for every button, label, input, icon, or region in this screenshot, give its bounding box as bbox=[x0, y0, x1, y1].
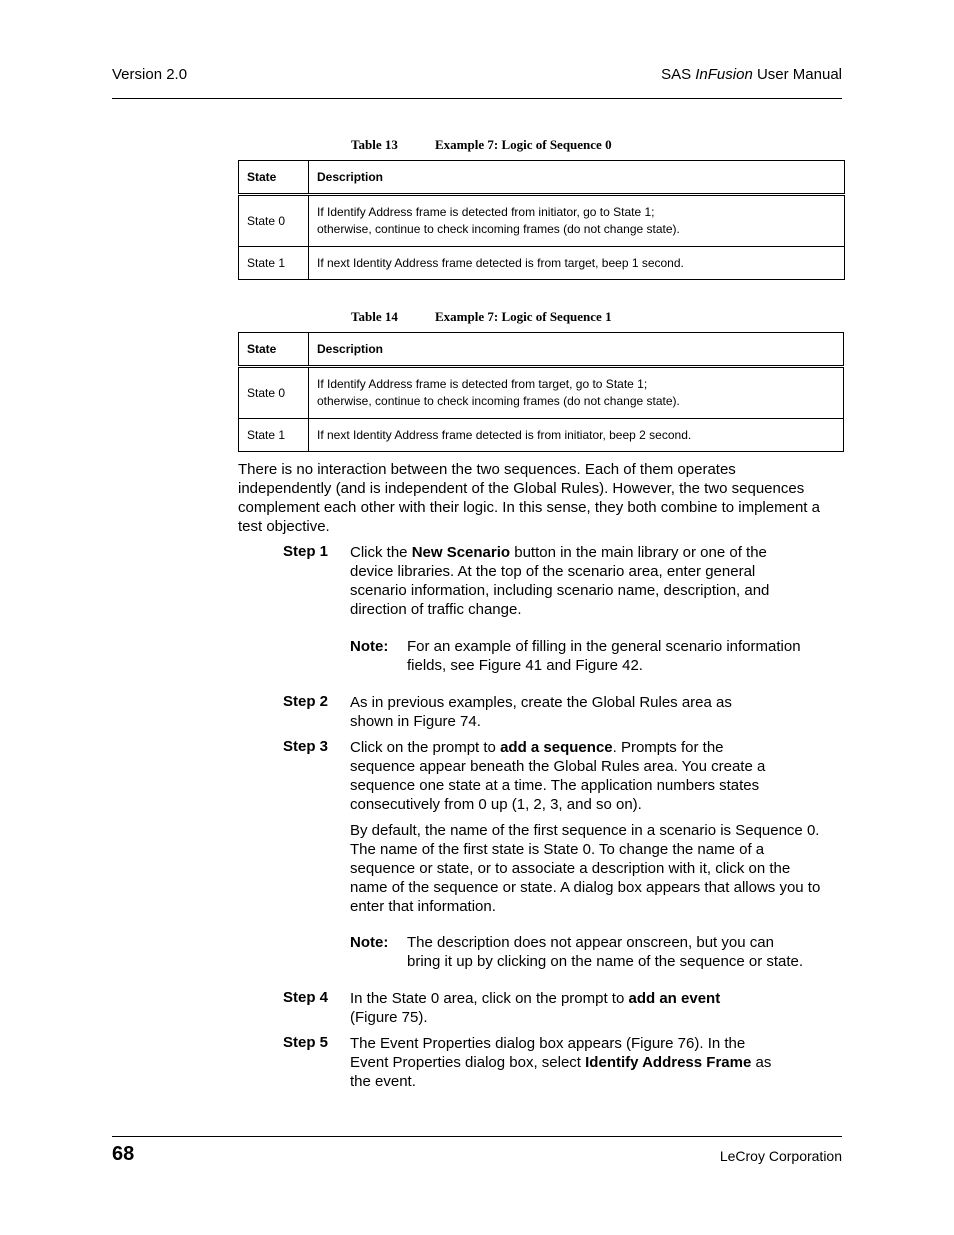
step1-note-label: Note: bbox=[350, 638, 389, 655]
table14-row1-desc: If next Identity Address frame detected is from initiator, beep 2 second. bbox=[309, 419, 844, 452]
step3-note-label: Note: bbox=[350, 934, 389, 951]
step4-bold: add an event bbox=[628, 990, 721, 1007]
table13-col-desc: Description bbox=[309, 161, 845, 195]
table14-row1-state: State 1 bbox=[239, 419, 309, 452]
step5-body bbox=[350, 1034, 842, 1091]
page-number: 68 bbox=[112, 1143, 135, 1165]
table13-row0-desc bbox=[309, 195, 845, 247]
step3-p2-line: sequence or state, or to associate a description with it, click on the bbox=[350, 860, 791, 877]
step3-line3: sequence one state at a time. The application numbers states bbox=[350, 777, 760, 794]
step3-note bbox=[350, 933, 850, 971]
step5-line1: The Event Properties dialog box appears (Figure 76). In the bbox=[350, 1035, 746, 1052]
table14-row0-state: State 0 bbox=[239, 367, 309, 419]
step1-line4: direction of traffic change. bbox=[350, 601, 522, 618]
step5-line3: the event. bbox=[350, 1073, 416, 1090]
step1-label: Step 1 bbox=[283, 543, 329, 560]
step4-pre: In the State 0 area, click on the prompt to bbox=[350, 990, 629, 1007]
step1-post: button in the main library or one of the bbox=[510, 544, 767, 561]
table13-row0-desc1: If Identify Address frame is detected from initiator, go to State 1; bbox=[317, 205, 655, 219]
step3-post: . Prompts for the bbox=[612, 739, 724, 756]
step2-line2: shown in Figure 74. bbox=[350, 713, 481, 730]
step5-line2 bbox=[350, 1053, 842, 1072]
step5-bold: Identify Address Frame bbox=[585, 1054, 752, 1071]
step3-bold: add a sequence bbox=[500, 739, 613, 756]
step4-body bbox=[350, 989, 842, 1027]
table14-row0-desc2: otherwise, continue to check incoming frames (do not change state). bbox=[317, 394, 680, 408]
header-title-post: User Manual bbox=[752, 66, 842, 83]
table13-row0-desc2: otherwise, continue to check incoming frames (do not change state). bbox=[317, 222, 680, 236]
header-title-pre: SAS bbox=[661, 66, 696, 83]
step1-line2: device libraries. At the top of the scenario area, enter general bbox=[350, 563, 756, 580]
step2-label: Step 2 bbox=[283, 693, 329, 710]
step1-note-body bbox=[350, 637, 842, 675]
header-rule bbox=[112, 98, 842, 99]
step3-paragraph2 bbox=[350, 821, 850, 916]
table14-caption: Example 7: Logic of Sequence 1 bbox=[435, 309, 612, 324]
table13-number: Table 13 bbox=[351, 137, 398, 152]
step4-line2: (Figure 75). bbox=[350, 1009, 428, 1026]
intro-paragraph bbox=[238, 460, 848, 536]
intro-line: independently (and is independent of the Global Rules). However, the two sequences bbox=[238, 480, 805, 497]
step3-line1 bbox=[350, 738, 842, 757]
step4-label: Step 4 bbox=[283, 989, 329, 1006]
step3-pre: Click on the prompt to bbox=[350, 739, 501, 756]
step4-line1 bbox=[350, 989, 842, 1008]
step3-p2-line: By default, the name of the first sequence in a scenario is Sequence 0. bbox=[350, 822, 820, 839]
table13-row0-state: State 0 bbox=[239, 195, 309, 247]
table14 bbox=[238, 332, 844, 452]
table14-row0-desc1: If Identify Address frame is detected from target, go to State 1; bbox=[317, 377, 648, 391]
header-version: Version 2.0 bbox=[112, 66, 188, 83]
step1-line3: scenario information, including scenario name, description, and bbox=[350, 582, 770, 599]
table13-header-row bbox=[239, 161, 845, 195]
step3-p2-line: name of the sequence or state. A dialog box appears that allows you to bbox=[350, 879, 821, 896]
intro-line: test objective. bbox=[238, 518, 330, 535]
table-row bbox=[239, 367, 844, 419]
table14-col-desc: Description bbox=[309, 333, 844, 367]
intro-line: complement each other with their logic. In this sense, they both combine to implement a bbox=[238, 499, 820, 516]
step3-note-body bbox=[350, 933, 850, 971]
step1-note-line1: For an example of filling in the general scenario information bbox=[407, 638, 801, 655]
step1-pre: Click the bbox=[350, 544, 412, 561]
table13 bbox=[238, 160, 845, 280]
step5-label: Step 5 bbox=[283, 1034, 329, 1051]
step5-pre: Event Properties dialog box, select bbox=[350, 1054, 586, 1071]
table13-col-state: State bbox=[239, 161, 309, 195]
step3-p2-line: enter that information. bbox=[350, 898, 496, 915]
table14-col-state: State bbox=[239, 333, 309, 367]
intro-line: There is no interaction between the two sequences. Each of them operates bbox=[238, 461, 736, 478]
table14-number: Table 14 bbox=[351, 309, 398, 324]
step2-body bbox=[350, 693, 842, 731]
table-row bbox=[239, 195, 845, 247]
step3-label: Step 3 bbox=[283, 738, 329, 755]
step3-line4: consecutively from 0 up (1, 2, 3, and so on). bbox=[350, 796, 642, 813]
table13-row1-state: State 1 bbox=[239, 247, 309, 280]
step2-line1: As in previous examples, create the Global Rules area as bbox=[350, 694, 732, 711]
step5-post: as bbox=[751, 1054, 772, 1071]
table-row bbox=[239, 247, 845, 280]
step3-body bbox=[350, 738, 842, 814]
step3-line2: sequence appear beneath the Global Rules area. You create a bbox=[350, 758, 766, 775]
table-row bbox=[239, 419, 844, 452]
table14-header-row bbox=[239, 333, 844, 367]
table14-row0-desc bbox=[309, 367, 844, 419]
step3-note-line1: The description does not appear onscreen, but you can bbox=[407, 934, 774, 951]
step3-p2-line: The name of the first state is State 0. To change the name of a bbox=[350, 841, 765, 858]
step1-bold: New Scenario bbox=[411, 544, 511, 561]
header-title bbox=[661, 66, 842, 83]
header-title-em: InFusion bbox=[695, 66, 753, 83]
step1-note-line2: fields, see Figure 41 and Figure 42. bbox=[407, 657, 643, 674]
step1-note bbox=[350, 637, 842, 675]
step1-line1 bbox=[350, 543, 842, 562]
step3-note-line2: bring it up by clicking on the name of the sequence or state. bbox=[407, 953, 804, 970]
footer-company: LeCroy Corporation bbox=[719, 1148, 842, 1164]
footer-rule bbox=[112, 1136, 842, 1137]
step1-body bbox=[350, 543, 842, 619]
table13-caption: Example 7: Logic of Sequence 0 bbox=[435, 137, 612, 152]
table13-row1-desc: If next Identity Address frame detected is from target, beep 1 second. bbox=[309, 247, 845, 280]
